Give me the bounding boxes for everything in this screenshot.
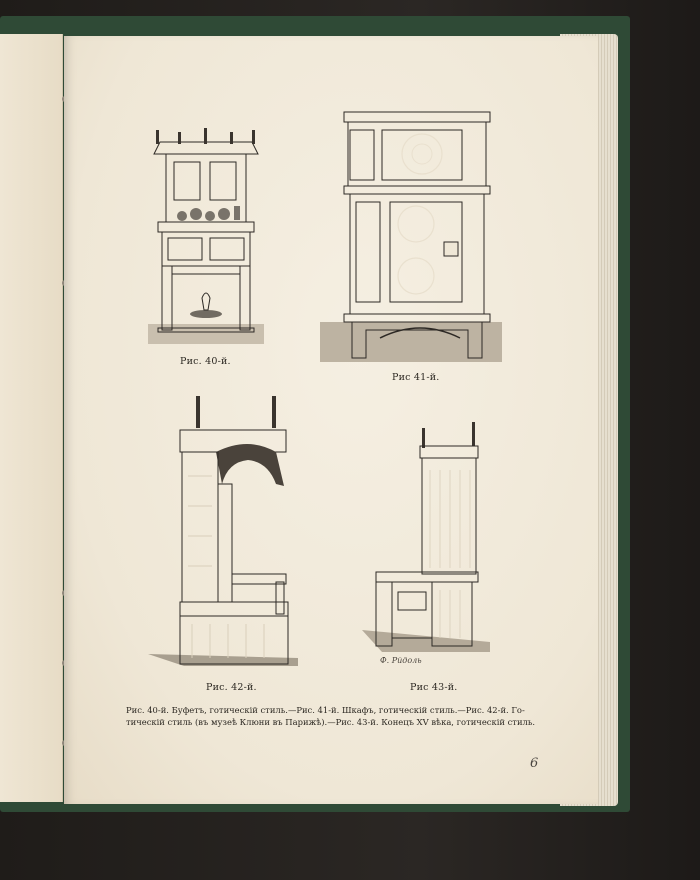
engraver-signature: Ф. Рйдоль [380, 656, 422, 665]
figure-43-label: Рис 43-й. [410, 682, 458, 693]
figure-41-label: Рис 41-й. [392, 372, 440, 383]
figure-40-label: Рис. 40-й. [180, 356, 231, 367]
figure-40-buffet-engraving [148, 128, 264, 350]
caption-line-2: тическій стиль (въ музеѣ Клюни въ Парижѣ).—Рис. 43-й. Конецъ XV вѣка, готическій стиль. [126, 717, 536, 727]
figure-43-chair-engraving [362, 422, 492, 670]
figure-caption [126, 704, 540, 728]
figure-41-cabinet-engraving [320, 108, 502, 366]
caption-line-1: Рис. 40-й. Буфетъ, готическій стиль.—Рис. 41-й. Шкафъ, готическій стиль.—Рис. 42-й. Го- [126, 705, 525, 715]
figure-42-gothic-chair-engraving [148, 396, 308, 676]
left-page [0, 34, 63, 802]
book-page [64, 36, 598, 804]
page-number: 6 [530, 756, 539, 771]
figure-42-label: Рис. 42-й. [206, 682, 257, 693]
